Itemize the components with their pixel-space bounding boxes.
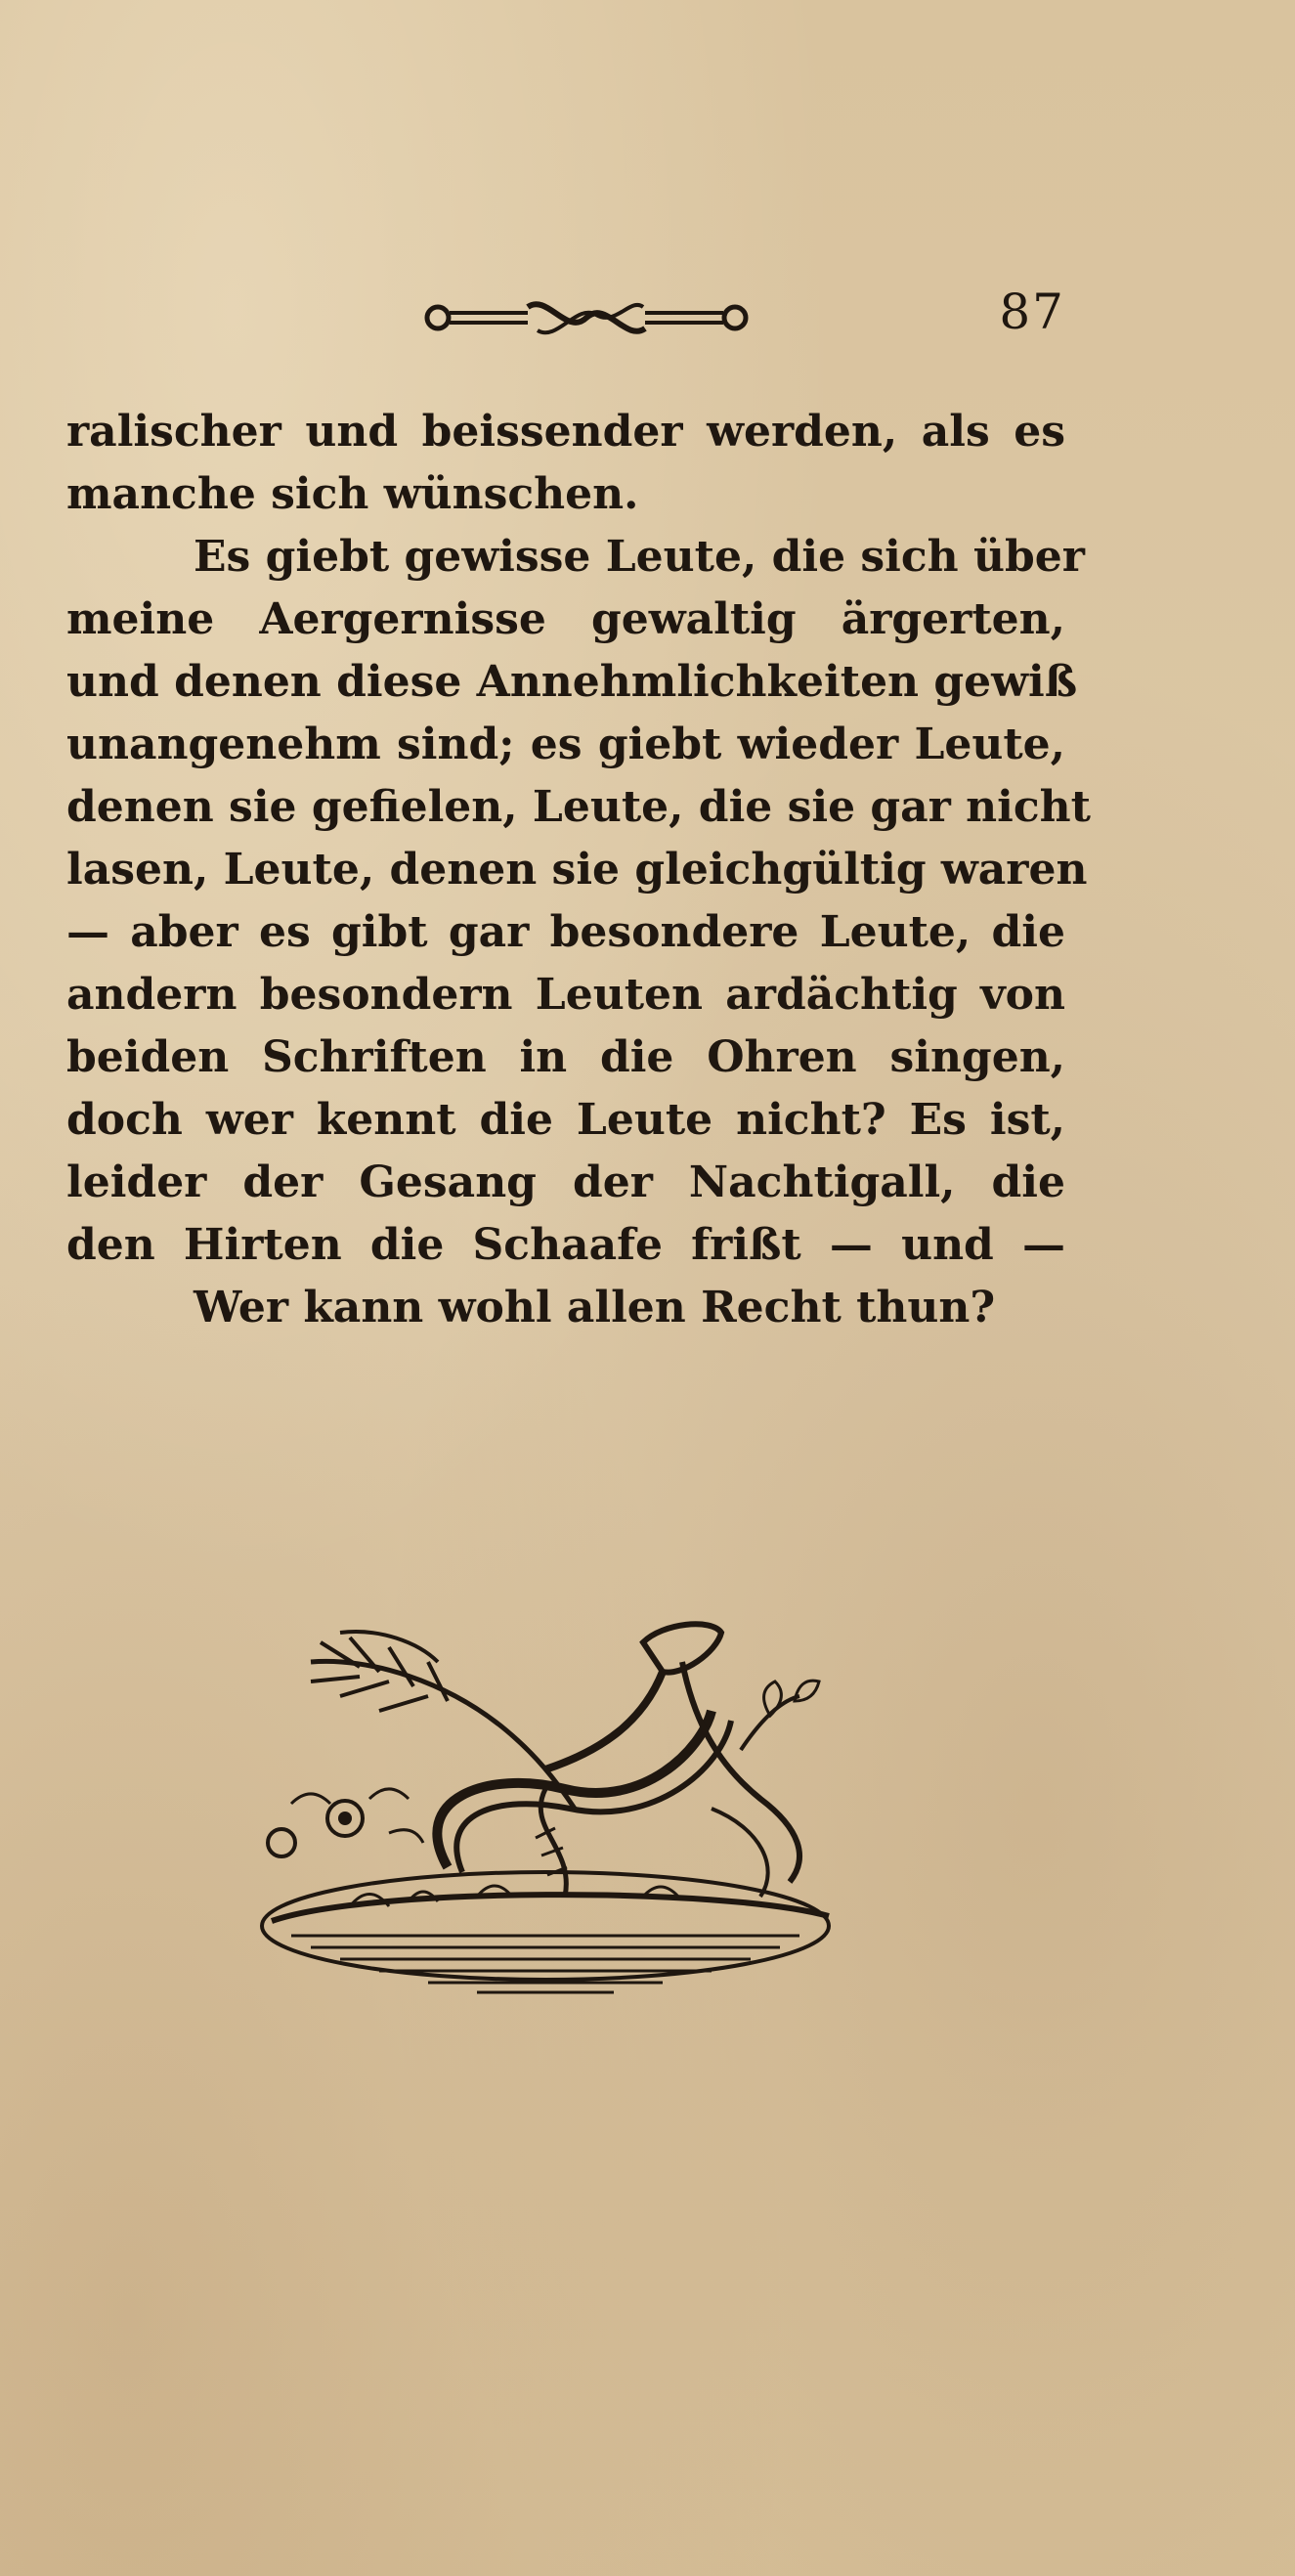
ornamental-divider-icon xyxy=(420,293,753,342)
text-line: beiden Schriften in die Ohren singen, xyxy=(66,1032,1065,1082)
text-line: den Hirten die Schaafe frißt — und — xyxy=(66,1220,1065,1270)
text-line: andern besondern Leuten ardächtig von xyxy=(66,970,1065,1020)
text-line: doch wer kennt die Leute nicht? Es ist, xyxy=(66,1095,1065,1145)
text-line: und denen diese Annehmlichkeiten gewiß xyxy=(66,657,1078,707)
text-line: meine Aergernisse gewaltig ärgerten, xyxy=(66,594,1065,644)
text-line: manche sich wünschen. xyxy=(66,469,639,519)
page-header xyxy=(68,284,1065,362)
text-line: unangenehm sind; es giebt wieder Leute, xyxy=(66,720,1065,769)
text-line: Es giebt gewisse Leute, die sich über xyxy=(194,532,1085,582)
hunting-horn-vignette-icon xyxy=(252,1603,868,2014)
text-line: lasen, Leute, denen sie gleichgültig waren xyxy=(66,845,1088,895)
page-number: 87 xyxy=(999,284,1065,340)
text-line: leider der Gesang der Nachtigall, die xyxy=(66,1157,1065,1207)
text-line: denen sie gefielen, Leute, die sie gar nicht xyxy=(66,782,1091,832)
text-line: — aber es gibt gar besondere Leute, die xyxy=(66,907,1065,957)
text-line: ralischer und beissender werden, als es xyxy=(66,407,1065,457)
text-line: Wer kann wohl allen Recht thun? xyxy=(194,1283,996,1332)
body-text xyxy=(66,401,1091,1339)
